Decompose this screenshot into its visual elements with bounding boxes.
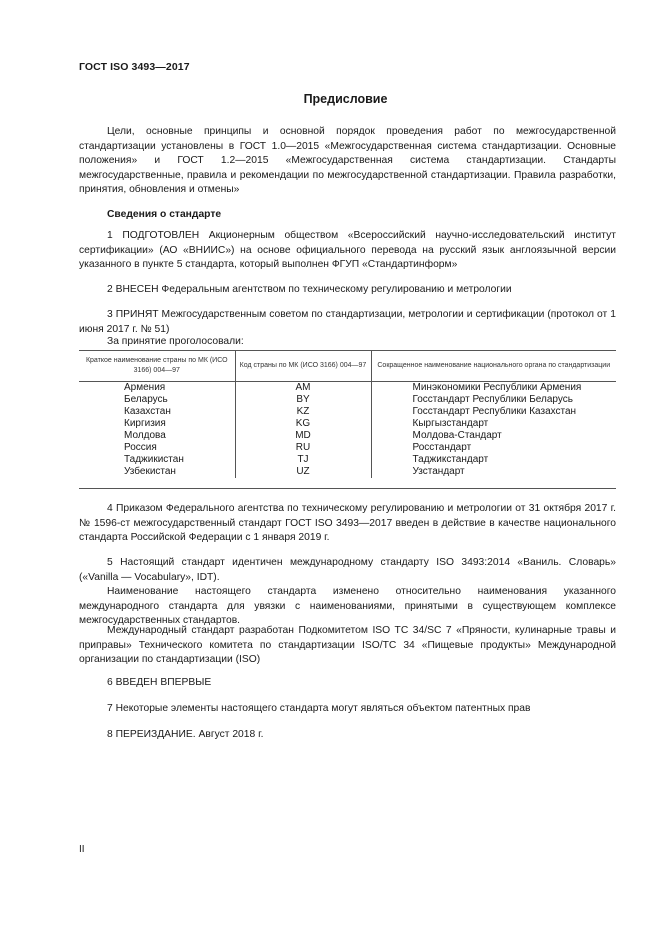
country-cell: Молдова — [124, 430, 166, 441]
page-number: II — [79, 844, 85, 855]
item-7-text: 7 Некоторые элементы настоящего стандарта могут являться объектом патентных прав — [107, 703, 531, 714]
intro-text: Цели, основные принципы и основной порядок проведения работ по межгосударственной стандартизации установлены в ГОСТ 1.0—2015 «Межгосударственная система стандартизации. Основные положения» и ГОСТ 1.2—2015 «Межгосударственная система стандартизации. Стандарты межгосударственные, правила и рекомендации по межгосударственной стандартизации. Правила разработки, принятия, обновления и отмены» — [79, 126, 616, 196]
body-column — [371, 382, 616, 479]
item-4 — [79, 502, 616, 546]
country-cell: Беларусь — [124, 394, 168, 405]
item-5-text: 5 Настоящий стандарт идентичен международному стандарту ISO 3493:2014 «Ваниль. Словарь» («Vanilla — Vocabulary», IDT). — [79, 557, 616, 583]
item-7 — [79, 702, 616, 717]
code-cell: BY — [296, 394, 310, 405]
body-cell: Госстандарт Республики Беларусь — [412, 394, 573, 405]
item-3 — [79, 308, 616, 337]
code-column — [235, 382, 371, 479]
item-3-text: 3 ПРИНЯТ Межгосударственным советом по стандартизации, метрологии и сертификации (протокол от 1 июня 2017 г. № 51) — [79, 309, 616, 335]
country-column — [79, 382, 235, 479]
body-cell: Госстандарт Республики Казахстан — [412, 406, 577, 417]
code-cell: KG — [295, 418, 311, 429]
header-body: Сокращенное наименование национального органа по стандартизации — [371, 350, 616, 382]
document-header: ГОСТ ISO 3493—2017 — [79, 61, 190, 73]
item-1-text: 1 ПОДГОТОВЛЕН Акционерным обществом «Всероссийский научно-исследовательский институт сертификации» (АО «ВНИИС») на основе официального перевода на русский язык англоязычной версии указанного в пункте 5 стандарта, который выполнен ФГУП «Стандартинформ» — [79, 230, 616, 271]
code-cell: KZ — [296, 406, 310, 417]
body-cell: Кыргызстандарт — [412, 418, 489, 429]
item-6-text: 6 ВВЕДЕН ВПЕРВЫЕ — [107, 677, 212, 688]
item-6 — [79, 676, 616, 691]
country-cell: Россия — [124, 442, 157, 453]
item-8-text: 8 ПЕРЕИЗДАНИЕ. Август 2018 г. — [107, 729, 264, 740]
table-body-row — [79, 382, 616, 479]
body-cell: Таджикстандарт — [412, 454, 489, 465]
header-country: Краткое наименование страны по МК (ИСО 3166) 004—97 — [79, 350, 235, 382]
country-cell: Казахстан — [124, 406, 171, 417]
body-cell: Росстандарт — [412, 442, 472, 453]
votes-intro: За принятие проголосовали: — [107, 336, 244, 347]
item-4-text: 4 Приказом Федерального агентства по техническому регулированию и метрологии от 31 октября 2017 г. № 1596-ст межгосударственный стандарт ГОСТ ISO 3493—2017 введен в действие в качестве национального стандарта Российской Федерации с 1 января 2019 г. — [79, 503, 616, 544]
votes-table — [79, 350, 616, 478]
item-5-paragraph-2 — [79, 585, 616, 629]
section-subheading: Сведения о стандарте — [107, 209, 222, 220]
item-2 — [79, 283, 616, 298]
country-cell: Армения — [124, 382, 166, 393]
item-8 — [79, 728, 616, 743]
code-cell: MD — [295, 430, 311, 441]
item-5-paragraph-3 — [79, 624, 616, 668]
country-cell: Таджикистан — [124, 454, 184, 465]
country-cell: Узбекистан — [124, 466, 176, 477]
code-cell: UZ — [296, 466, 310, 477]
table-header-row — [79, 350, 616, 382]
code-cell: RU — [295, 442, 311, 453]
item-5 — [79, 556, 616, 585]
item-1 — [79, 229, 616, 273]
body-cell: Минэкономики Республики Армения — [412, 382, 582, 393]
page-title: Предисловие — [303, 92, 388, 106]
item-5-p3-text: Международный стандарт разработан Подкомитетом ISO TC 34/SC 7 «Пряности, кулинарные травы и приправы» Технического комитета по стандартизации ISO/TC 34 «Пищевые продукты» Международной организации по стандартизации (ISO) — [79, 625, 616, 666]
item-2-text: 2 ВНЕСЕН Федеральным агентством по техническому регулированию и метрологии — [107, 284, 512, 295]
code-cell: TJ — [297, 454, 309, 465]
header-code: Код страны по МК (ИСО 3166) 004—97 — [235, 350, 371, 382]
item-5-p2-text: Наименование настоящего стандарта изменено относительно наименования указанного международного стандарта для увязки с наименованиями, принятыми в существующем комплексе межгосударственных стандартов. — [79, 586, 616, 627]
country-cell: Киргизия — [124, 418, 166, 429]
code-cell: AM — [295, 382, 311, 393]
body-cell: Молдова-Стандарт — [412, 430, 502, 441]
intro-paragraph — [79, 125, 616, 198]
body-cell: Узстандарт — [412, 466, 465, 477]
